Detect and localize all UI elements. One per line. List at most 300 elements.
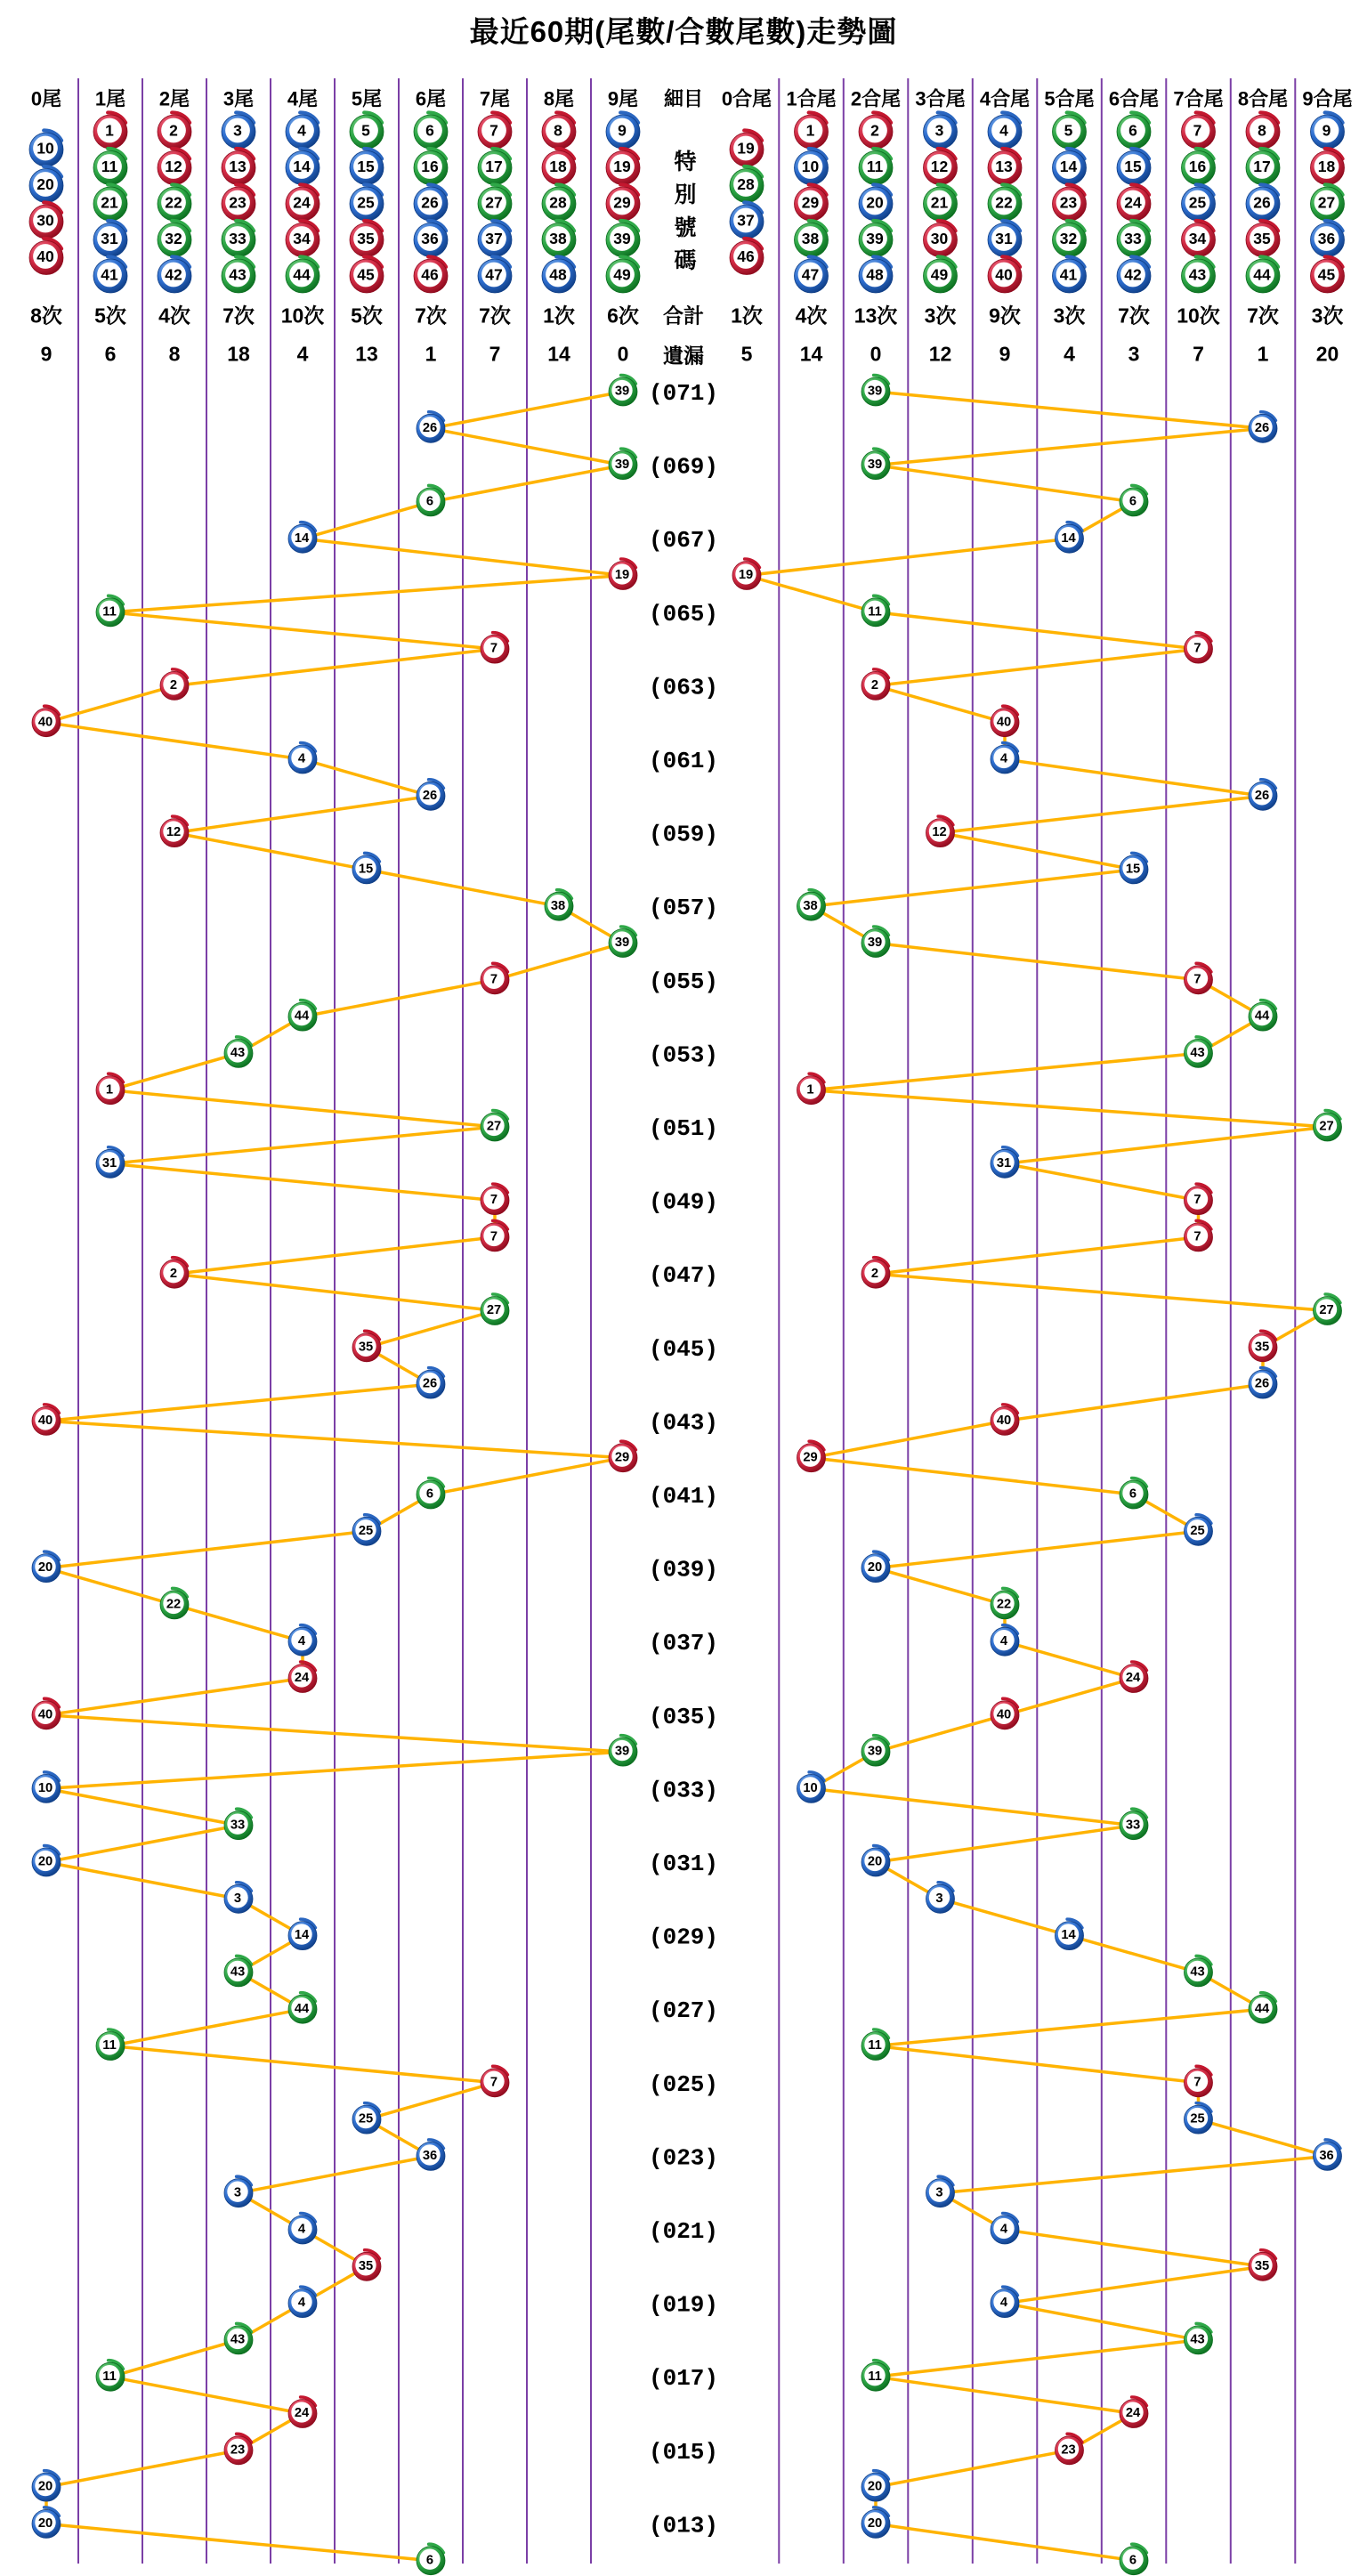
svg-text:17: 17 xyxy=(485,158,503,176)
special-number-label: 特別號碼 xyxy=(671,150,696,281)
svg-text:8: 8 xyxy=(554,121,562,140)
column-count: 10次 xyxy=(1177,304,1220,328)
svg-text:49: 49 xyxy=(613,265,631,284)
column-count: 10次 xyxy=(280,304,325,328)
svg-text:15: 15 xyxy=(358,862,374,877)
chart-ball-sumtail xyxy=(991,2213,1019,2244)
svg-text:39: 39 xyxy=(614,936,630,951)
svg-text:4: 4 xyxy=(297,2296,306,2311)
chart-ball-sumtail xyxy=(1185,2103,1213,2135)
svg-text:11: 11 xyxy=(101,158,118,176)
column-miss: 0 xyxy=(617,342,629,366)
column-count: 9次 xyxy=(989,304,1021,328)
legend-ball xyxy=(222,149,255,185)
chart-ball-tail xyxy=(352,2103,381,2135)
legend-ball xyxy=(1246,112,1280,149)
legend-ball xyxy=(795,256,829,293)
legend-ball xyxy=(1311,184,1345,221)
svg-text:27: 27 xyxy=(485,193,503,212)
legend-ball xyxy=(1182,184,1216,221)
svg-text:23: 23 xyxy=(230,2442,246,2458)
svg-text:27: 27 xyxy=(1319,1119,1334,1134)
chart-ball-tail xyxy=(224,2434,253,2465)
legend-ball xyxy=(730,130,764,166)
svg-text:8: 8 xyxy=(1258,121,1266,140)
svg-text:7: 7 xyxy=(489,641,498,656)
svg-text:6: 6 xyxy=(425,121,434,140)
legend-ball xyxy=(1053,256,1087,293)
total-row-label: 合計 xyxy=(663,304,704,328)
column-count: 8次 xyxy=(30,304,62,328)
svg-text:28: 28 xyxy=(549,193,567,212)
svg-text:42: 42 xyxy=(1124,265,1142,284)
svg-text:40: 40 xyxy=(995,265,1013,284)
svg-text:6: 6 xyxy=(1128,2553,1137,2568)
legend-ball xyxy=(1053,221,1087,257)
svg-text:48: 48 xyxy=(866,265,884,284)
svg-text:10: 10 xyxy=(801,158,820,176)
svg-text:7: 7 xyxy=(1193,641,1201,656)
svg-text:17: 17 xyxy=(1253,158,1271,176)
chart-ball-sumtail xyxy=(1249,2250,1277,2281)
legend-ball xyxy=(414,256,448,293)
svg-text:47: 47 xyxy=(801,265,820,284)
legend-ball xyxy=(93,256,127,293)
legend-ball xyxy=(1053,149,1087,185)
svg-text:21: 21 xyxy=(101,193,118,212)
svg-text:2: 2 xyxy=(870,1266,879,1281)
column-miss: 1 xyxy=(425,342,437,366)
chart-ball-tail xyxy=(352,1515,381,1546)
svg-text:39: 39 xyxy=(867,384,883,399)
column-miss: 14 xyxy=(547,342,570,366)
chart-ball-sumtail xyxy=(991,1588,1019,1619)
svg-text:39: 39 xyxy=(614,458,630,473)
svg-text:14: 14 xyxy=(293,158,311,176)
svg-text:39: 39 xyxy=(614,384,630,399)
svg-text:26: 26 xyxy=(422,420,438,435)
svg-text:10: 10 xyxy=(37,1781,53,1796)
svg-text:20: 20 xyxy=(37,1854,53,1869)
legend-ball xyxy=(988,112,1022,149)
column-header-tail: 7尾 xyxy=(479,87,511,110)
column-miss: 1 xyxy=(1257,342,1269,366)
svg-text:1: 1 xyxy=(105,1082,114,1098)
svg-text:6: 6 xyxy=(1128,494,1137,509)
svg-text:26: 26 xyxy=(1254,788,1270,803)
svg-text:11: 11 xyxy=(866,158,884,176)
svg-text:20: 20 xyxy=(37,1560,53,1576)
chart-ball-tail xyxy=(32,2507,61,2539)
chart-ball-tail xyxy=(160,816,189,847)
column-miss: 12 xyxy=(928,342,952,366)
svg-text:25: 25 xyxy=(358,1523,374,1538)
chart-ball-sumtail xyxy=(991,2287,1019,2318)
chart-ball-tail xyxy=(96,595,125,627)
svg-text:24: 24 xyxy=(294,1671,310,1686)
period-label: (041) xyxy=(648,1483,719,1510)
chart-ball-sumtail xyxy=(861,927,890,958)
svg-text:33: 33 xyxy=(230,1818,246,1833)
svg-text:11: 11 xyxy=(102,604,117,620)
svg-text:26: 26 xyxy=(421,193,439,212)
svg-text:34: 34 xyxy=(293,230,311,248)
svg-text:16: 16 xyxy=(421,158,439,176)
chart-ball-tail xyxy=(352,853,381,884)
period-label: (053) xyxy=(648,1041,719,1069)
chart-ball-sumtail xyxy=(861,1258,890,1289)
svg-text:11: 11 xyxy=(868,2369,882,2384)
svg-text:37: 37 xyxy=(485,230,503,248)
legend-ball xyxy=(350,112,384,149)
svg-text:4: 4 xyxy=(297,751,306,766)
legend-ball xyxy=(478,221,512,257)
column-miss: 9 xyxy=(999,342,1011,366)
svg-text:9: 9 xyxy=(618,121,627,140)
legend-ball xyxy=(730,202,764,239)
svg-text:39: 39 xyxy=(866,230,884,248)
period-label: (021) xyxy=(648,2218,719,2245)
legend-ball xyxy=(29,202,63,239)
legend-ball xyxy=(286,256,320,293)
svg-text:14: 14 xyxy=(1059,158,1078,176)
chart-ball-tail xyxy=(288,1662,317,1693)
svg-text:6: 6 xyxy=(1128,1486,1137,1502)
svg-text:20: 20 xyxy=(37,2516,53,2531)
page-title: 最近60期(尾數/合數尾數)走勢圖 xyxy=(469,15,898,48)
legend-ball xyxy=(158,112,191,149)
column-header-tail: 1尾 xyxy=(94,87,126,110)
legend-ball xyxy=(93,112,127,149)
column-header-tail: 9尾 xyxy=(607,87,639,110)
legend-ball xyxy=(1117,256,1151,293)
svg-text:3: 3 xyxy=(233,1891,242,1906)
svg-text:24: 24 xyxy=(1124,193,1142,212)
svg-text:2: 2 xyxy=(169,121,178,140)
svg-text:2: 2 xyxy=(870,121,879,140)
svg-text:40: 40 xyxy=(36,247,54,266)
svg-text:27: 27 xyxy=(486,1303,502,1318)
legend-ball xyxy=(414,221,448,257)
chart-ball-sumtail xyxy=(926,2176,955,2207)
legend-ball xyxy=(1246,184,1280,221)
svg-text:20: 20 xyxy=(866,193,884,212)
svg-text:25: 25 xyxy=(1190,2111,1205,2126)
period-label: (023) xyxy=(648,2144,719,2172)
column-count: 7次 xyxy=(222,304,255,328)
legend-ball xyxy=(93,184,127,221)
chart-ball-sumtail xyxy=(1249,1993,1277,2024)
svg-text:23: 23 xyxy=(229,193,247,212)
svg-text:9: 9 xyxy=(1322,121,1331,140)
svg-text:41: 41 xyxy=(101,265,118,284)
svg-text:7: 7 xyxy=(1193,1229,1201,1244)
period-label: (037) xyxy=(648,1630,719,1657)
column-header-sumtail: 4合尾 xyxy=(979,87,1031,110)
chart-ball-tail xyxy=(288,2287,317,2318)
chart-ball-sumtail xyxy=(861,2361,890,2392)
chart-ball-sumtail xyxy=(991,742,1019,774)
legend-ball xyxy=(1246,221,1280,257)
svg-text:38: 38 xyxy=(801,230,820,248)
svg-text:23: 23 xyxy=(1059,193,1078,212)
legend-ball xyxy=(1311,149,1345,185)
column-count: 3次 xyxy=(924,304,957,328)
legend-ball xyxy=(350,184,384,221)
column-header-tail: 5尾 xyxy=(351,87,383,110)
legend-ball xyxy=(606,112,640,149)
legend-ball xyxy=(542,256,576,293)
legend-ball xyxy=(286,221,320,257)
svg-text:7: 7 xyxy=(1193,2075,1201,2090)
chart-ball-tail xyxy=(481,1220,509,1252)
chart-ball-sumtail xyxy=(861,449,890,480)
svg-text:42: 42 xyxy=(165,265,182,284)
chart-ball-sumtail xyxy=(732,559,761,590)
svg-text:46: 46 xyxy=(421,265,439,284)
chart-ball-sumtail xyxy=(1185,2323,1213,2354)
legend-ball xyxy=(795,112,829,149)
chart-ball-tail xyxy=(481,1294,509,1325)
svg-text:39: 39 xyxy=(867,936,883,951)
chart-ball-tail xyxy=(288,1000,317,1032)
legend-ball xyxy=(988,184,1022,221)
svg-text:4: 4 xyxy=(999,1633,1008,1648)
svg-text:27: 27 xyxy=(1319,1303,1334,1318)
chart-ball-tail xyxy=(32,1405,61,1436)
svg-text:35: 35 xyxy=(358,1340,374,1355)
legend-ball xyxy=(859,184,893,221)
column-header-tail: 4尾 xyxy=(287,87,319,110)
legend-ball xyxy=(730,239,764,275)
svg-text:44: 44 xyxy=(294,2001,310,2016)
column-count: 1次 xyxy=(543,304,575,328)
legend-ball xyxy=(350,221,384,257)
svg-text:6: 6 xyxy=(425,2553,434,2568)
chart-ball-sumtail xyxy=(1120,485,1148,516)
chart-ball-sumtail xyxy=(861,2471,890,2502)
legend-ball xyxy=(1311,112,1345,149)
chart-ball-tail xyxy=(32,1551,61,1583)
legend-ball xyxy=(1117,221,1151,257)
chart-ball-tail xyxy=(288,1625,317,1657)
svg-text:7: 7 xyxy=(1193,972,1201,987)
legend-ball xyxy=(222,184,255,221)
column-miss: 9 xyxy=(40,342,53,366)
chart-ball-sumtail xyxy=(861,2507,890,2539)
svg-text:20: 20 xyxy=(36,175,54,194)
svg-text:4: 4 xyxy=(999,2222,1008,2237)
chart-ball-sumtail xyxy=(861,1551,890,1583)
svg-text:33: 33 xyxy=(1124,230,1142,248)
column-header-sumtail: 8合尾 xyxy=(1237,87,1289,110)
period-label: (019) xyxy=(648,2291,719,2319)
svg-text:20: 20 xyxy=(867,1560,883,1576)
svg-text:3: 3 xyxy=(935,1891,943,1906)
svg-text:35: 35 xyxy=(1253,230,1271,248)
legend-ball xyxy=(606,149,640,185)
column-header-sumtail: 1合尾 xyxy=(786,87,837,110)
svg-text:40: 40 xyxy=(996,715,1012,730)
svg-text:15: 15 xyxy=(1125,862,1141,877)
svg-text:33: 33 xyxy=(229,230,247,248)
chart-ball-sumtail xyxy=(991,1698,1019,1729)
legend-ball xyxy=(606,256,640,293)
chart-ball-sumtail xyxy=(1249,1000,1277,1032)
chart-ball-sumtail xyxy=(861,595,890,627)
chart-ball-sumtail xyxy=(861,375,890,406)
chart-ball-sumtail xyxy=(1185,963,1213,994)
column-header-sumtail: 2合尾 xyxy=(850,87,902,110)
column-count: 7次 xyxy=(1247,304,1279,328)
chart-ball-tail xyxy=(32,1698,61,1729)
svg-text:43: 43 xyxy=(1190,1964,1205,1980)
period-label: (061) xyxy=(648,748,719,774)
svg-text:40: 40 xyxy=(37,1707,53,1722)
svg-text:44: 44 xyxy=(294,1009,310,1024)
chart-ball-sumtail xyxy=(926,816,955,847)
chart-ball-tail xyxy=(481,633,509,664)
period-label: (055) xyxy=(648,968,719,995)
svg-text:7: 7 xyxy=(1193,121,1202,140)
chart-ball-tail xyxy=(288,2213,317,2244)
svg-text:38: 38 xyxy=(803,898,818,913)
legend-ball xyxy=(606,184,640,221)
chart-ball-sumtail xyxy=(1249,412,1277,443)
chart-ball-tail xyxy=(288,1993,317,2024)
svg-text:7: 7 xyxy=(1193,1193,1201,1208)
column-miss: 14 xyxy=(799,342,823,366)
svg-text:14: 14 xyxy=(1061,531,1076,546)
svg-text:5: 5 xyxy=(361,121,370,140)
column-count: 3次 xyxy=(1053,304,1086,328)
chart-ball-sumtail xyxy=(797,1441,826,1472)
svg-text:6: 6 xyxy=(425,494,434,509)
svg-text:40: 40 xyxy=(996,1707,1012,1722)
svg-text:43: 43 xyxy=(1188,265,1207,284)
legend-ball xyxy=(988,149,1022,185)
chart-ball-tail xyxy=(609,1736,637,1767)
svg-text:43: 43 xyxy=(1190,1046,1205,1061)
chart-ball-sumtail xyxy=(797,1073,826,1105)
column-miss: 4 xyxy=(1064,342,1075,366)
svg-text:31: 31 xyxy=(101,230,118,248)
legend-ball xyxy=(859,112,893,149)
svg-text:48: 48 xyxy=(549,265,567,284)
chart-ball-tail xyxy=(32,2471,61,2502)
legend-ball xyxy=(1246,149,1280,185)
chart-ball-sumtail xyxy=(861,1736,890,1767)
svg-text:40: 40 xyxy=(996,1414,1012,1429)
svg-text:26: 26 xyxy=(1253,193,1271,212)
period-label: (059) xyxy=(648,821,719,848)
legend-ball xyxy=(478,184,512,221)
svg-text:24: 24 xyxy=(293,193,311,212)
chart-ball-tail xyxy=(417,412,445,443)
svg-text:10: 10 xyxy=(803,1781,818,1796)
chart-ball-tail xyxy=(32,706,61,737)
chart-ball-tail xyxy=(609,559,637,590)
svg-text:14: 14 xyxy=(294,531,310,546)
period-label: (015) xyxy=(648,2438,719,2466)
legend-ball xyxy=(1053,112,1087,149)
column-count: 13次 xyxy=(853,304,898,328)
svg-text:15: 15 xyxy=(1124,158,1142,176)
chart-ball-sumtail xyxy=(797,890,826,921)
svg-text:44: 44 xyxy=(293,265,311,284)
svg-text:35: 35 xyxy=(1254,1340,1270,1355)
svg-text:27: 27 xyxy=(486,1119,502,1134)
column-count: 3次 xyxy=(1311,304,1344,328)
legend-ball xyxy=(29,239,63,275)
column-count: 5次 xyxy=(94,304,126,328)
svg-text:29: 29 xyxy=(613,193,631,212)
svg-text:31: 31 xyxy=(996,1155,1012,1171)
column-count: 7次 xyxy=(415,304,447,328)
column-miss: 20 xyxy=(1315,342,1339,366)
chart-ball-tail xyxy=(96,2029,125,2061)
period-label: (039) xyxy=(648,1556,719,1584)
chart-ball-sumtail xyxy=(1120,1478,1148,1509)
legend-ball xyxy=(478,149,512,185)
legend-ball xyxy=(1246,256,1280,293)
chart-ball-sumtail xyxy=(1249,1368,1277,1399)
legend-ball xyxy=(222,112,255,149)
svg-text:40: 40 xyxy=(37,1414,53,1429)
chart-ball-tail xyxy=(481,1184,509,1215)
chart-ball-sumtail xyxy=(797,1772,826,1803)
chart-ball-tail xyxy=(224,1809,253,1840)
svg-text:35: 35 xyxy=(1254,2258,1270,2273)
legend-ball xyxy=(478,112,512,149)
svg-text:7: 7 xyxy=(489,972,498,987)
legend-ball xyxy=(1311,256,1345,293)
detail-column-header: 細目 xyxy=(663,87,704,110)
legend-ball xyxy=(1053,184,1087,221)
svg-text:31: 31 xyxy=(995,230,1013,248)
chart-ball-sumtail xyxy=(1185,1220,1213,1252)
svg-text:1: 1 xyxy=(806,1082,814,1098)
chart-ball-sumtail xyxy=(1314,1110,1342,1141)
legend-ball xyxy=(606,221,640,257)
legend-ball xyxy=(29,166,63,203)
svg-text:7: 7 xyxy=(489,121,498,140)
column-header-sumtail: 0合尾 xyxy=(721,87,772,110)
period-label: (057) xyxy=(648,895,719,922)
svg-text:44: 44 xyxy=(1254,2001,1270,2016)
chart-ball-tail xyxy=(481,2066,509,2097)
svg-text:36: 36 xyxy=(422,2149,438,2164)
chart-ball-tail xyxy=(288,742,317,774)
svg-text:3: 3 xyxy=(233,2185,242,2200)
legend-ball xyxy=(924,149,958,185)
column-header-sumtail: 6合尾 xyxy=(1108,87,1160,110)
column-count: 7次 xyxy=(479,304,511,328)
column-miss: 5 xyxy=(740,342,753,366)
column-header-tail: 6尾 xyxy=(415,87,447,110)
period-label: (069) xyxy=(648,453,719,481)
chart-ball-sumtail xyxy=(1056,1919,1084,1950)
legend-ball xyxy=(158,221,191,257)
svg-text:12: 12 xyxy=(930,158,949,176)
legend-ball xyxy=(542,112,576,149)
chart-ball-tail xyxy=(288,2397,317,2428)
svg-text:25: 25 xyxy=(1188,193,1207,212)
legend-ball xyxy=(350,149,384,185)
chart-ball-tail xyxy=(160,1258,189,1289)
chart-ball-sumtail xyxy=(1185,1037,1213,1068)
chart-ball-tail xyxy=(417,1478,445,1509)
